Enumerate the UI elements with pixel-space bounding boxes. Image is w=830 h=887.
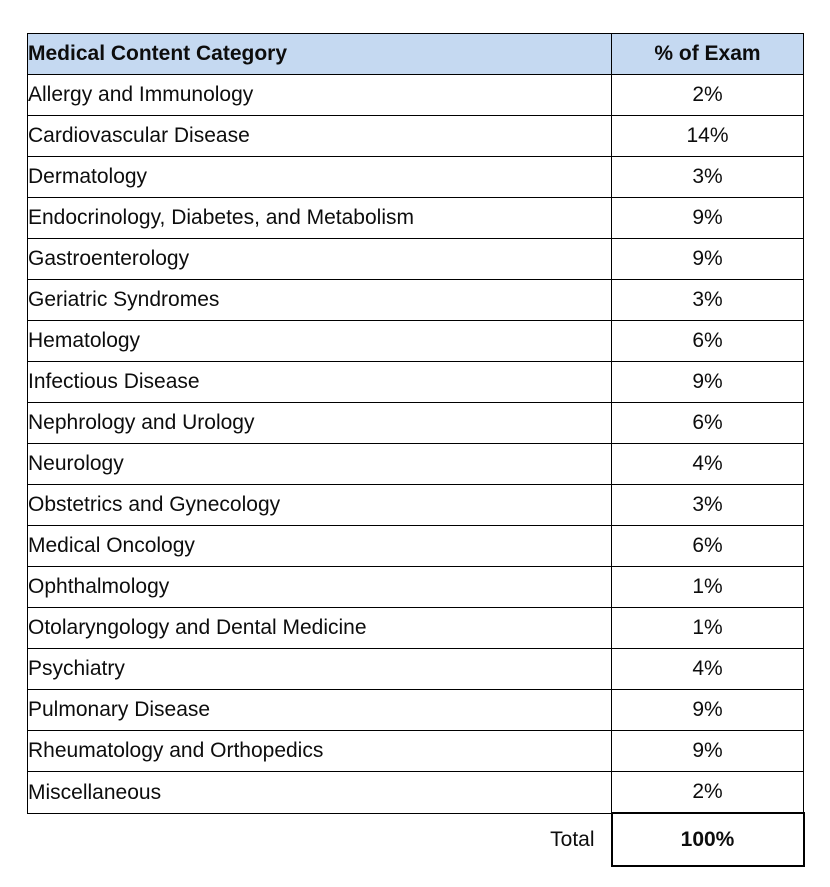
table-row [28, 567, 804, 608]
cell-category: Rheumatology and Orthopedics [28, 731, 612, 772]
table-header [28, 34, 804, 75]
cell-percent: 2% [612, 772, 804, 814]
table-row [28, 280, 804, 321]
cell-category: Allergy and Immunology [28, 75, 612, 116]
cell-percent: 4% [612, 444, 804, 485]
cell-category: Dermatology [28, 157, 612, 198]
column-header-percent: % of Exam [612, 34, 804, 75]
cell-percent: 4% [612, 649, 804, 690]
cell-category: Medical Oncology [28, 526, 612, 567]
cell-percent: 6% [612, 403, 804, 444]
table-header-row [28, 34, 804, 75]
cell-percent: 9% [612, 362, 804, 403]
cell-percent: 9% [612, 198, 804, 239]
table-row [28, 485, 804, 526]
table-row [28, 75, 804, 116]
cell-percent: 1% [612, 608, 804, 649]
cell-percent: 9% [612, 690, 804, 731]
cell-category: Geriatric Syndromes [28, 280, 612, 321]
cell-category: Otolaryngology and Dental Medicine [28, 608, 612, 649]
table-row [28, 239, 804, 280]
cell-category: Obstetrics and Gynecology [28, 485, 612, 526]
cell-percent: 6% [612, 321, 804, 362]
column-header-category: Medical Content Category [28, 34, 612, 75]
cell-category: Psychiatry [28, 649, 612, 690]
table-row [28, 690, 804, 731]
cell-category: Hematology [28, 321, 612, 362]
cell-percent: 1% [612, 567, 804, 608]
cell-category: Gastroenterology [28, 239, 612, 280]
cell-category: Infectious Disease [28, 362, 612, 403]
table-row [28, 444, 804, 485]
total-percent: 100% [612, 813, 804, 866]
table-total-row [28, 813, 804, 866]
table-row [28, 116, 804, 157]
table-row [28, 608, 804, 649]
cell-percent: 6% [612, 526, 804, 567]
table-row [28, 772, 804, 814]
cell-category: Pulmonary Disease [28, 690, 612, 731]
cell-percent: 3% [612, 280, 804, 321]
exam-content-table [27, 33, 805, 867]
cell-category: Nephrology and Urology [28, 403, 612, 444]
table-row [28, 321, 804, 362]
cell-percent: 3% [612, 157, 804, 198]
cell-percent: 9% [612, 239, 804, 280]
table-row [28, 198, 804, 239]
total-label: Total [28, 813, 612, 866]
cell-category: Cardiovascular Disease [28, 116, 612, 157]
table-row [28, 157, 804, 198]
cell-category: Miscellaneous [28, 772, 612, 814]
table-row [28, 362, 804, 403]
table-row [28, 731, 804, 772]
table-row [28, 526, 804, 567]
cell-percent: 9% [612, 731, 804, 772]
cell-percent: 3% [612, 485, 804, 526]
exam-content-table-container [27, 33, 803, 867]
table-row [28, 649, 804, 690]
table-body [28, 75, 804, 866]
cell-category: Neurology [28, 444, 612, 485]
cell-category: Endocrinology, Diabetes, and Metabolism [28, 198, 612, 239]
table-row [28, 403, 804, 444]
cell-percent: 2% [612, 75, 804, 116]
cell-percent: 14% [612, 116, 804, 157]
cell-category: Ophthalmology [28, 567, 612, 608]
